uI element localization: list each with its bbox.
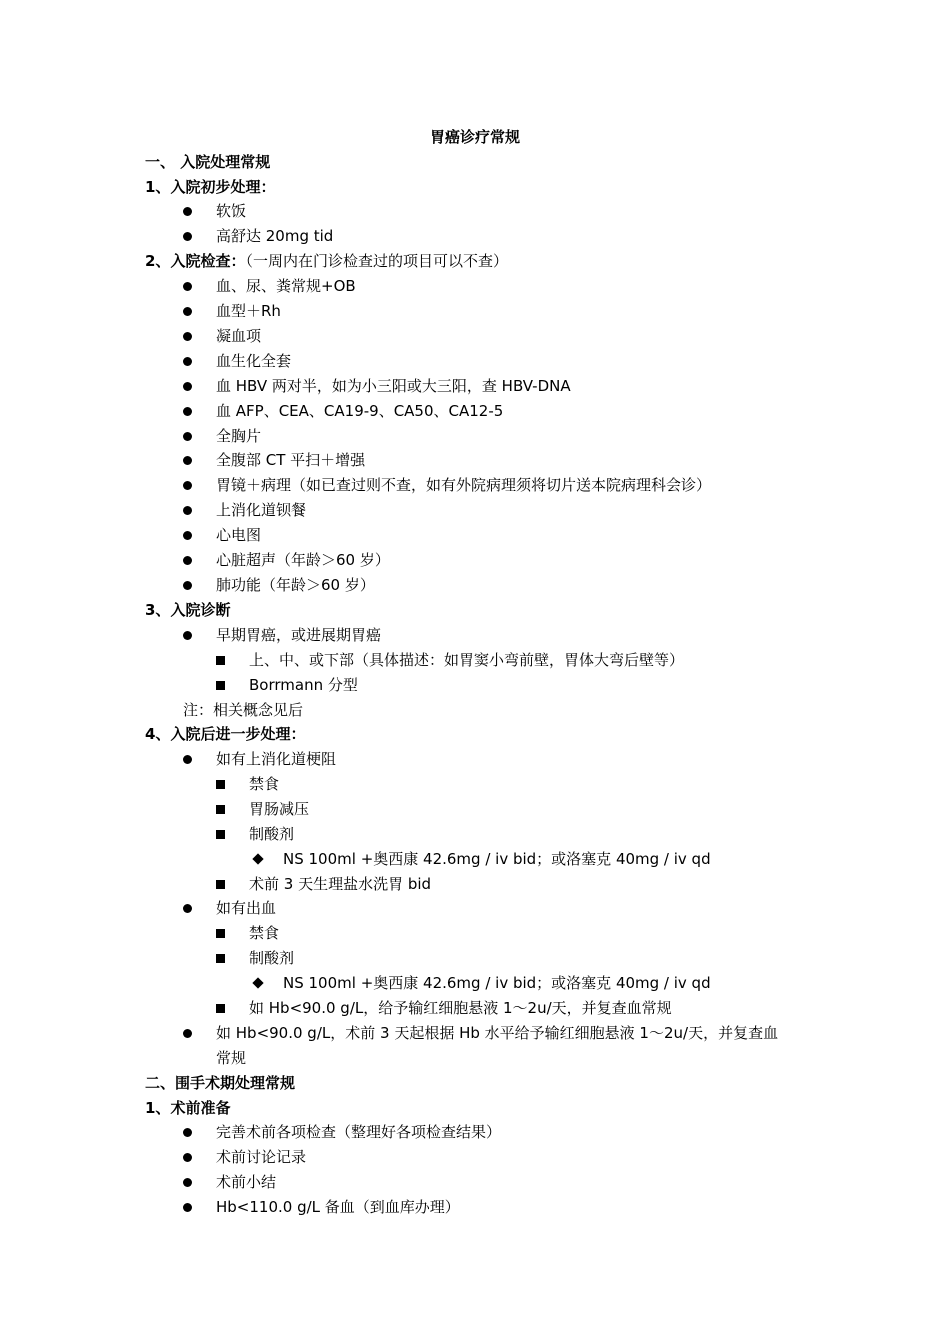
bullet-dot-icon bbox=[183, 506, 192, 515]
list-item bbox=[0, 799, 950, 819]
subsection-label: 术前准备 bbox=[170, 1099, 231, 1117]
bullet-dot-icon bbox=[183, 1203, 192, 1212]
subsection-1-2-heading bbox=[145, 251, 508, 271]
list-item-text: 高舒达 20mg tid bbox=[216, 227, 334, 245]
list-item-text: 制酸剂 bbox=[249, 825, 295, 843]
list-item bbox=[0, 550, 950, 570]
list-item-text: 如有上消化道梗阻 bbox=[216, 750, 337, 768]
list-item-text: Hb<110.0 g/L 备血（到血库办理） bbox=[216, 1198, 460, 1216]
list-item-text: 术前讨论记录 bbox=[216, 1148, 307, 1166]
list-item-text: 上、中、或下部（具体描述：如胃窦小弯前壁，胃体大弯后壁等） bbox=[249, 651, 685, 669]
list-item-text: 如 Hb<90.0 g/L，给予输红细胞悬液 1～2u/天，并复查血常规 bbox=[249, 999, 672, 1017]
list-item bbox=[0, 500, 950, 520]
list-item bbox=[0, 475, 950, 495]
list-item bbox=[0, 301, 950, 321]
list-item-text: 全腹部 CT 平扫＋增强 bbox=[216, 451, 366, 469]
list-item-text: Borrmann 分型 bbox=[249, 676, 358, 694]
subsection-label: 入院初步处理： bbox=[170, 178, 276, 196]
bullet-square-icon bbox=[216, 929, 225, 938]
list-item bbox=[0, 1197, 950, 1217]
subsection-number: 3、 bbox=[145, 601, 171, 619]
bullet-dot-icon bbox=[183, 382, 192, 391]
list-item-text: 如有出血 bbox=[216, 899, 277, 917]
bullet-dot-icon bbox=[183, 282, 192, 291]
subsection-number: 2、 bbox=[145, 252, 171, 270]
subsection-label: 入院后进一步处理： bbox=[170, 725, 306, 743]
list-item bbox=[0, 1023, 950, 1043]
list-item-text: 血 AFP、CEA、CA19-9、CA50、CA12-5 bbox=[216, 402, 504, 420]
list-item bbox=[0, 575, 950, 595]
list-item bbox=[0, 201, 950, 221]
list-item-text: 早期胃癌，或进展期胃癌 bbox=[216, 626, 382, 644]
subsection-number: 1、 bbox=[145, 1099, 171, 1117]
bullet-dot-icon bbox=[183, 631, 192, 640]
list-item bbox=[0, 1122, 950, 1142]
list-item bbox=[0, 351, 950, 371]
bullet-diamond-icon bbox=[252, 977, 263, 988]
bullet-dot-icon bbox=[183, 207, 192, 216]
list-item-text: 术前小结 bbox=[216, 1173, 277, 1191]
list-item-text: 胃肠减压 bbox=[249, 800, 310, 818]
subsection-note: （一周内在门诊检查过的项目可以不查） bbox=[245, 252, 508, 270]
list-item bbox=[0, 326, 950, 346]
list-item-text: 禁食 bbox=[249, 924, 280, 942]
list-item bbox=[0, 749, 950, 769]
list-item bbox=[0, 1147, 950, 1167]
list-item-text: 血、尿、粪常规+OB bbox=[216, 277, 356, 295]
list-item bbox=[0, 923, 950, 943]
list-item bbox=[0, 973, 950, 993]
list-item-text: NS 100ml +奥西康 42.6mg / iv bid；或洛塞克 40mg / iv qd bbox=[283, 850, 711, 868]
bullet-square-icon bbox=[216, 805, 225, 814]
bullet-dot-icon bbox=[183, 581, 192, 590]
subsection-number: 4、 bbox=[145, 725, 171, 743]
list-item-text: 凝血项 bbox=[216, 327, 262, 345]
list-item bbox=[0, 675, 950, 695]
bullet-dot-icon bbox=[183, 407, 192, 416]
list-item-text: 术前 3 天生理盐水洗胃 bid bbox=[249, 875, 432, 893]
subsection-label: 入院诊断 bbox=[170, 601, 231, 619]
bullet-square-icon bbox=[216, 954, 225, 963]
note-text: 注：相关概念见后 bbox=[183, 701, 304, 719]
list-item-text: 全胸片 bbox=[216, 427, 262, 445]
list-item-text: 血生化全套 bbox=[216, 352, 292, 370]
bullet-square-icon bbox=[216, 780, 225, 789]
list-item-text: 血型＋Rh bbox=[216, 302, 281, 320]
list-item-text: 制酸剂 bbox=[249, 949, 295, 967]
list-item bbox=[0, 1172, 950, 1192]
bullet-dot-icon bbox=[183, 307, 192, 316]
list-item-text: 软饭 bbox=[216, 202, 247, 220]
list-item-text: 心脏超声（年龄＞60 岁） bbox=[216, 551, 390, 569]
list-item-text: 心电图 bbox=[216, 526, 262, 544]
bullet-dot-icon bbox=[183, 556, 192, 565]
subsection-label: 入院检查： bbox=[170, 252, 246, 270]
list-item bbox=[0, 774, 950, 794]
list-item-text: 完善术前各项检查（整理好各项检查结果） bbox=[216, 1123, 502, 1141]
list-item-text: 如 Hb<90.0 g/L，术前 3 天起根据 Hb 水平给予输红细胞悬液 1～2u/天，并复查血 bbox=[216, 1024, 779, 1042]
list-item bbox=[0, 824, 950, 844]
list-item bbox=[0, 625, 950, 645]
bullet-dot-icon bbox=[183, 432, 192, 441]
bullet-dot-icon bbox=[183, 232, 192, 241]
list-item bbox=[0, 450, 950, 470]
subsection-2-1-heading bbox=[145, 1098, 230, 1118]
page-title: 胃癌诊疗常规 bbox=[429, 128, 520, 146]
section-2-heading: 二、围手术期处理常规 bbox=[145, 1074, 296, 1092]
bullet-dot-icon bbox=[183, 531, 192, 540]
bullet-dot-icon bbox=[183, 904, 192, 913]
bullet-dot-icon bbox=[183, 755, 192, 764]
subsection-1-4-heading bbox=[145, 724, 305, 744]
bullet-square-icon bbox=[216, 830, 225, 839]
subsection-1-3-heading bbox=[145, 600, 230, 620]
list-item-text: NS 100ml +奥西康 42.6mg / iv bid；或洛塞克 40mg / iv qd bbox=[283, 974, 711, 992]
list-item-text: 上消化道钡餐 bbox=[216, 501, 307, 519]
list-item-continuation bbox=[0, 1048, 950, 1068]
subsection-1-1-heading bbox=[145, 177, 275, 197]
bullet-square-icon bbox=[216, 656, 225, 665]
list-item bbox=[0, 376, 950, 396]
bullet-dot-icon bbox=[183, 1178, 192, 1187]
list-item bbox=[0, 426, 950, 446]
list-item-text: 肺功能（年龄＞60 岁） bbox=[216, 576, 375, 594]
bullet-dot-icon bbox=[183, 1128, 192, 1137]
list-item bbox=[0, 401, 950, 421]
list-item bbox=[0, 226, 950, 246]
section-1-heading: 一、 入院处理常规 bbox=[145, 153, 271, 171]
list-item bbox=[0, 948, 950, 968]
bullet-dot-icon bbox=[183, 1029, 192, 1038]
list-item bbox=[0, 650, 950, 670]
bullet-dot-icon bbox=[183, 1153, 192, 1162]
list-item bbox=[0, 276, 950, 296]
list-item-text: 禁食 bbox=[249, 775, 280, 793]
list-item bbox=[0, 849, 950, 869]
bullet-dot-icon bbox=[183, 357, 192, 366]
bullet-dot-icon bbox=[183, 332, 192, 341]
bullet-diamond-icon bbox=[252, 853, 263, 864]
list-item bbox=[0, 874, 950, 894]
subsection-number: 1、 bbox=[145, 178, 171, 196]
list-item bbox=[0, 525, 950, 545]
bullet-square-icon bbox=[216, 1004, 225, 1013]
bullet-square-icon bbox=[216, 681, 225, 690]
list-item bbox=[0, 898, 950, 918]
list-item-text: 常规 bbox=[216, 1049, 247, 1067]
list-item-text: 胃镜＋病理（如已查过则不查，如有外院病理须将切片送本院病理科会诊） bbox=[216, 476, 712, 494]
bullet-dot-icon bbox=[183, 456, 192, 465]
list-item bbox=[0, 998, 950, 1018]
bullet-dot-icon bbox=[183, 481, 192, 490]
list-item-text: 血 HBV 两对半，如为小三阳或大三阳，查 HBV-DNA bbox=[216, 377, 571, 395]
bullet-square-icon bbox=[216, 880, 225, 889]
